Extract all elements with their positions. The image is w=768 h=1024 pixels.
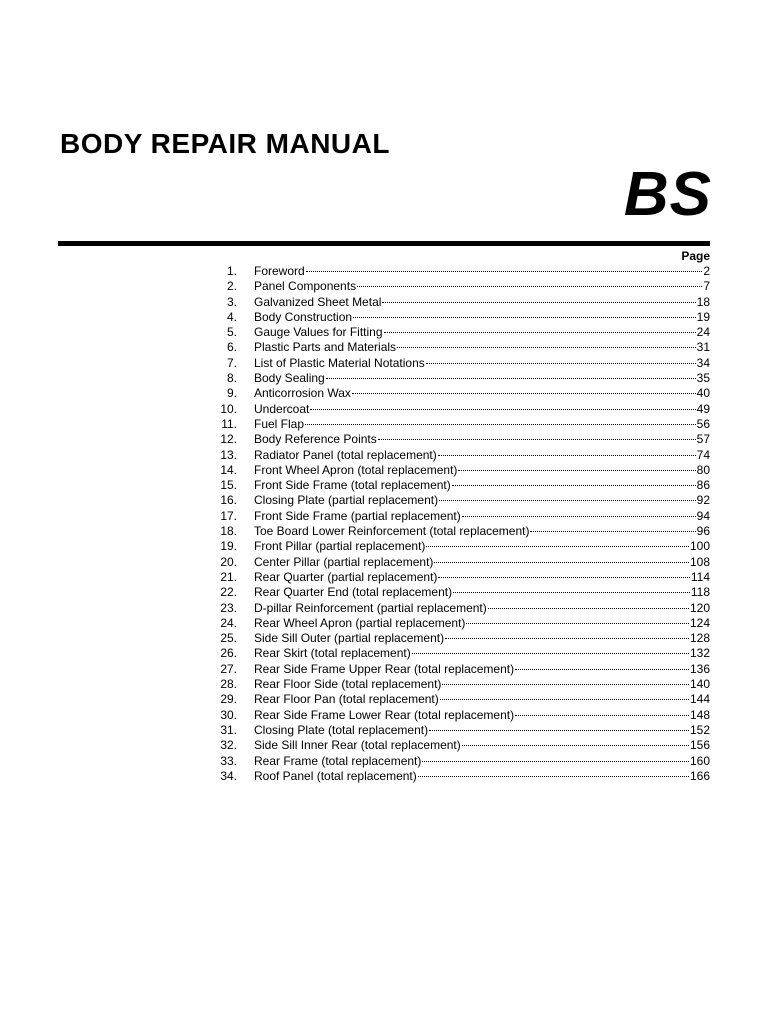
toc-entry-page: 128 bbox=[689, 631, 710, 646]
dot-leader bbox=[418, 776, 689, 777]
toc-entry-title: D-pillar Reinforcement (partial replacement) bbox=[254, 600, 487, 615]
toc-entry[interactable] bbox=[200, 371, 710, 386]
toc-entry-number: 2. bbox=[226, 279, 237, 294]
toc-entry-number: 9. bbox=[226, 386, 237, 401]
dot-leader bbox=[310, 409, 695, 410]
toc-entry-number: 19. bbox=[220, 539, 237, 554]
toc-entry-page: 108 bbox=[689, 554, 710, 569]
toc-entry[interactable] bbox=[200, 692, 710, 707]
toc-entry-page: 7 bbox=[703, 279, 710, 294]
toc-entry-title: Rear Quarter (partial replacement) bbox=[254, 569, 438, 584]
toc-entry-number: 34. bbox=[220, 768, 237, 783]
toc-entry[interactable] bbox=[200, 493, 710, 508]
toc-entry-number: 24. bbox=[220, 615, 237, 630]
toc-entry-number: 26. bbox=[220, 646, 237, 661]
toc-entry-number: 20. bbox=[220, 554, 237, 569]
toc-entry-page: 136 bbox=[689, 661, 710, 676]
toc-entry-number: 5. bbox=[226, 325, 237, 340]
dot-leader bbox=[397, 347, 696, 348]
toc-entry[interactable] bbox=[200, 616, 710, 631]
toc-entry-number: 29. bbox=[220, 692, 237, 707]
toc-entry-title: Rear Wheel Apron (partial replacement) bbox=[254, 615, 466, 630]
dot-leader bbox=[352, 393, 696, 394]
dot-leader bbox=[438, 577, 689, 578]
dot-leader bbox=[462, 745, 689, 746]
toc-entry-page: 2 bbox=[703, 264, 710, 278]
toc-entry-page: 24 bbox=[696, 325, 710, 340]
toc-entry-page: 56 bbox=[696, 416, 710, 431]
toc-entry-title: Rear Side Frame Lower Rear (total replacement) bbox=[254, 707, 515, 722]
toc-entry[interactable] bbox=[200, 754, 710, 769]
dot-leader bbox=[426, 546, 689, 547]
toc-entry-number: 23. bbox=[220, 600, 237, 615]
toc-entry-title: Body Construction bbox=[254, 309, 353, 324]
toc-entry[interactable] bbox=[200, 646, 710, 661]
toc-entry-number: 7. bbox=[226, 355, 237, 370]
toc-entry[interactable] bbox=[200, 402, 710, 417]
dot-leader bbox=[378, 439, 696, 440]
dot-leader bbox=[515, 715, 689, 716]
toc-entry-page: 132 bbox=[689, 646, 710, 661]
toc-entry-number: 4. bbox=[226, 309, 237, 324]
dot-leader bbox=[438, 455, 696, 456]
toc-entry-number: 13. bbox=[220, 447, 237, 462]
toc-entry-number: 21. bbox=[220, 569, 237, 584]
dot-leader bbox=[458, 470, 695, 471]
toc-entry[interactable] bbox=[200, 539, 710, 554]
toc-entry-title: Closing Plate (partial replacement) bbox=[254, 493, 439, 508]
toc-entry-number: 17. bbox=[220, 508, 237, 523]
toc-entry[interactable] bbox=[200, 340, 710, 355]
toc-entry-number: 14. bbox=[220, 462, 237, 477]
toc-entry-page: 86 bbox=[696, 478, 710, 493]
toc-entry[interactable] bbox=[200, 264, 710, 279]
toc-entry[interactable] bbox=[200, 601, 710, 616]
dot-leader bbox=[439, 500, 696, 501]
toc-entry-page: 124 bbox=[689, 615, 710, 630]
toc-entry-title: Front Side Frame (partial replacement) bbox=[254, 508, 461, 523]
toc-entry-title: Side Sill Inner Rear (total replacement) bbox=[254, 738, 461, 753]
dot-leader bbox=[515, 669, 689, 670]
toc-entry[interactable] bbox=[200, 555, 710, 570]
toc-entry-number: 15. bbox=[220, 478, 237, 493]
toc-entry-title: Undercoat bbox=[254, 401, 310, 416]
toc-entry-page: 160 bbox=[689, 753, 710, 768]
toc-entry-title: Body Sealing bbox=[254, 371, 325, 386]
dot-leader bbox=[382, 302, 695, 303]
dot-leader bbox=[488, 608, 689, 609]
dot-leader bbox=[326, 378, 696, 379]
toc-entry[interactable] bbox=[200, 509, 710, 524]
header-divider bbox=[58, 241, 710, 246]
toc-entry-number: 12. bbox=[220, 432, 237, 447]
toc-entry-title: Roof Panel (total replacement) bbox=[254, 768, 417, 783]
toc-entry-page: 80 bbox=[696, 462, 710, 477]
table-of-contents bbox=[200, 264, 710, 784]
toc-entry-number: 30. bbox=[220, 707, 237, 722]
dot-leader bbox=[442, 684, 689, 685]
toc-entry-title: Rear Floor Side (total replacement) bbox=[254, 677, 442, 692]
dot-leader bbox=[422, 761, 689, 762]
section-code: BS bbox=[623, 160, 712, 229]
dot-leader bbox=[305, 424, 696, 425]
toc-entry[interactable] bbox=[200, 662, 710, 677]
toc-entry-page: 120 bbox=[689, 600, 710, 615]
toc-entry-title: Center Pillar (partial replacement) bbox=[254, 554, 434, 569]
toc-entry-number: 33. bbox=[220, 753, 237, 768]
toc-entry-number: 18. bbox=[220, 524, 237, 539]
toc-entry-page: 49 bbox=[696, 401, 710, 416]
toc-entry[interactable] bbox=[200, 478, 710, 493]
toc-entry[interactable] bbox=[200, 585, 710, 600]
toc-entry-page: 19 bbox=[696, 309, 710, 324]
toc-entry-title: Panel Components bbox=[254, 279, 357, 294]
toc-entry-title: Front Side Frame (total replacement) bbox=[254, 478, 451, 493]
manual-title: BODY REPAIR MANUAL bbox=[60, 128, 390, 159]
toc-entry-number: 6. bbox=[226, 340, 237, 355]
toc-entry[interactable] bbox=[200, 463, 710, 478]
dot-leader bbox=[445, 638, 689, 639]
toc-entry-title: Rear Side Frame Upper Rear (total replacement) bbox=[254, 661, 515, 676]
dot-leader bbox=[453, 592, 690, 593]
toc-entry-title: Rear Skirt (total replacement) bbox=[254, 646, 411, 661]
toc-entry-page: 148 bbox=[689, 707, 710, 722]
toc-entry-page: 40 bbox=[696, 386, 710, 401]
toc-entry[interactable] bbox=[200, 417, 710, 432]
toc-entry-number: 16. bbox=[220, 493, 237, 508]
toc-entry-number: 31. bbox=[220, 722, 237, 737]
toc-entry-title: Front Pillar (partial replacement) bbox=[254, 539, 426, 554]
toc-entry-title: Galvanized Sheet Metal bbox=[254, 294, 382, 309]
toc-entry-title: Toe Board Lower Reinforcement (total replacement) bbox=[254, 524, 530, 539]
dot-leader bbox=[440, 699, 689, 700]
toc-entry[interactable] bbox=[200, 677, 710, 692]
toc-entry-number: 28. bbox=[220, 677, 237, 692]
toc-entry-number: 8. bbox=[226, 371, 237, 386]
dot-leader bbox=[434, 562, 689, 563]
toc-entry-page: 156 bbox=[689, 738, 710, 753]
toc-entry-title: Rear Frame (total replacement) bbox=[254, 753, 422, 768]
dot-leader bbox=[530, 531, 695, 532]
toc-entry-page: 57 bbox=[696, 432, 710, 447]
toc-entry-page: 31 bbox=[696, 340, 710, 355]
toc-entry-title: Anticorrosion Wax bbox=[254, 386, 351, 401]
toc-entry-title: Plastic Parts and Materials bbox=[254, 340, 397, 355]
dot-leader bbox=[429, 730, 689, 731]
dot-leader bbox=[353, 317, 696, 318]
dot-leader bbox=[306, 271, 703, 272]
toc-entry[interactable] bbox=[200, 708, 710, 723]
toc-entry[interactable] bbox=[200, 325, 710, 340]
toc-entry-page: 118 bbox=[690, 585, 710, 600]
toc-entry-title: Body Reference Points bbox=[254, 432, 377, 447]
toc-entry-number: 27. bbox=[220, 661, 237, 676]
toc-entry-page: 35 bbox=[696, 371, 710, 386]
page-column-label: Page bbox=[681, 249, 710, 263]
toc-entry[interactable] bbox=[200, 356, 710, 371]
toc-entry[interactable] bbox=[200, 432, 710, 447]
dot-leader bbox=[357, 286, 702, 287]
toc-entry[interactable] bbox=[200, 386, 710, 401]
toc-entry-title: Fuel Flap bbox=[254, 416, 305, 431]
dot-leader bbox=[462, 516, 696, 517]
toc-entry-title: Foreword bbox=[254, 264, 305, 278]
toc-entry-page: 96 bbox=[696, 524, 710, 539]
dot-leader bbox=[384, 332, 696, 333]
toc-entry-title: List of Plastic Material Notations bbox=[254, 355, 425, 370]
toc-entry[interactable] bbox=[200, 738, 710, 753]
toc-entry-page: 100 bbox=[689, 539, 710, 554]
toc-entry[interactable] bbox=[200, 448, 710, 463]
toc-entry-number: 32. bbox=[220, 738, 237, 753]
toc-entry-page: 152 bbox=[689, 722, 710, 737]
dot-leader bbox=[426, 363, 696, 364]
toc-entry[interactable] bbox=[200, 295, 710, 310]
toc-entry-page: 144 bbox=[689, 692, 710, 707]
toc-entry-title: Rear Floor Pan (total replacement) bbox=[254, 692, 439, 707]
toc-entry-page: 114 bbox=[690, 569, 710, 584]
toc-entry-number: 10. bbox=[220, 401, 237, 416]
toc-entry-title: Rear Quarter End (total replacement) bbox=[254, 585, 453, 600]
toc-entry-title: Radiator Panel (total replacement) bbox=[254, 447, 437, 462]
toc-entry-number: 1. bbox=[226, 264, 237, 278]
toc-entry[interactable] bbox=[200, 524, 710, 539]
toc-entry[interactable] bbox=[200, 769, 710, 784]
toc-entry[interactable] bbox=[200, 631, 710, 646]
toc-entry-page: 94 bbox=[696, 508, 710, 523]
toc-entry-number: 3. bbox=[226, 294, 237, 309]
toc-entry-page: 74 bbox=[696, 447, 710, 462]
toc-entry-page: 92 bbox=[696, 493, 710, 508]
toc-entry-title: Side Sill Outer (partial replacement) bbox=[254, 631, 445, 646]
dot-leader bbox=[466, 623, 689, 624]
toc-entry-page: 34 bbox=[696, 355, 710, 370]
toc-entry-number: 11. bbox=[221, 416, 237, 431]
toc-entry-page: 18 bbox=[696, 294, 710, 309]
toc-entry[interactable] bbox=[200, 310, 710, 325]
toc-entry-title: Gauge Values for Fitting bbox=[254, 325, 383, 340]
toc-entry-number: 25. bbox=[220, 631, 237, 646]
toc-entry-number: 22. bbox=[220, 585, 237, 600]
toc-entry[interactable] bbox=[200, 723, 710, 738]
dot-leader bbox=[412, 653, 689, 654]
dot-leader bbox=[452, 485, 696, 486]
toc-entry-page: 140 bbox=[689, 677, 710, 692]
toc-entry-title: Front Wheel Apron (total replacement) bbox=[254, 462, 458, 477]
toc-entry-page: 166 bbox=[689, 768, 710, 783]
toc-entry-title: Closing Plate (total replacement) bbox=[254, 722, 429, 737]
toc-entry[interactable] bbox=[200, 570, 710, 585]
toc-entry[interactable] bbox=[200, 279, 710, 294]
